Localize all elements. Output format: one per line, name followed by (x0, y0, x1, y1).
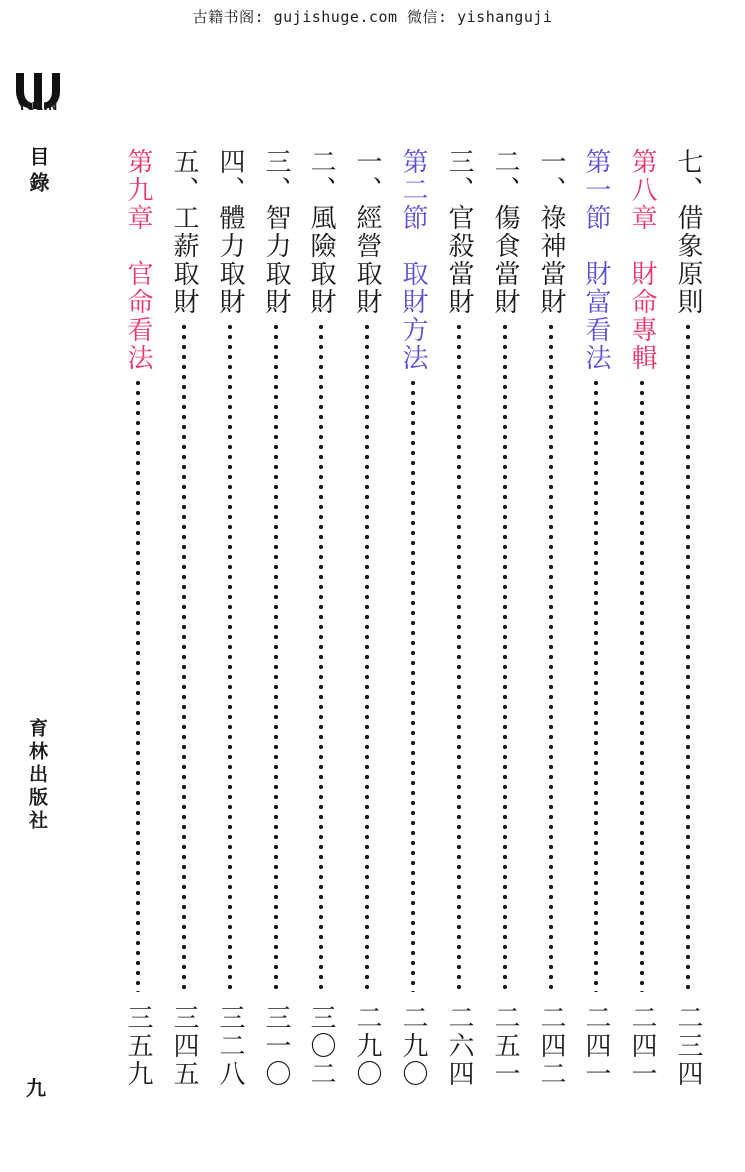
toc-entry-page: 二六四 (444, 1004, 474, 1088)
toc-leader-dots (227, 322, 233, 992)
toc-entry-page: 二四一 (581, 1004, 611, 1088)
toc-entry-title: 第八章 財命專輯 (627, 148, 657, 372)
toc-entry[interactable] (164, 0, 204, 1172)
logo-text: YULIN (18, 100, 58, 113)
toc-leader-dots (593, 378, 599, 992)
toc-entry-page: 三五九 (123, 1004, 153, 1088)
toc-entry-title: 三、官殺當財 (444, 148, 474, 316)
toc-entry[interactable] (439, 0, 479, 1172)
toc-entry[interactable] (347, 0, 387, 1172)
toc-entry-page: 三一〇 (261, 1004, 291, 1088)
toc-entry-page: 二四二 (536, 1004, 566, 1088)
toc-entry-title: 一、經營取財 (352, 148, 382, 316)
toc-entry-title: 二、風險取財 (306, 148, 336, 316)
toc-leader-dots (502, 322, 508, 992)
toc-entry[interactable] (668, 0, 708, 1172)
toc-entry-page: 三二八 (215, 1004, 245, 1088)
toc-leader-dots (456, 322, 462, 992)
publisher-name: 育林出版社 (26, 718, 48, 833)
toc-entry-title: 第一節 財富看法 (581, 148, 611, 372)
toc-entry-page: 二三四 (673, 1004, 703, 1088)
toc-entry[interactable] (485, 0, 525, 1172)
toc-leader-dots (410, 378, 416, 992)
toc-entry-title: 三、智力取財 (261, 148, 291, 316)
watermark-header: 古籍书阁: gujishuge.com 微信: yishanguji (192, 8, 553, 26)
toc-entry-title: 四、體力取財 (215, 148, 245, 316)
toc-entry[interactable] (118, 0, 158, 1172)
toc-leader-dots (364, 322, 370, 992)
toc-entry-page: 二九〇 (398, 1004, 428, 1088)
toc-entry-title: 五、工薪取財 (169, 148, 199, 316)
toc-entry[interactable] (622, 0, 662, 1172)
toc-entry[interactable] (210, 0, 250, 1172)
toc-entry-title: 二、傷食當財 (490, 148, 520, 316)
toc-entry-title: 七、借象原則 (673, 148, 703, 316)
toc-entry[interactable] (531, 0, 571, 1172)
toc-entry[interactable] (576, 0, 616, 1172)
toc-entry-page: 二五一 (490, 1004, 520, 1088)
toc-entry-title: 一、祿神當財 (536, 148, 566, 316)
toc-entry-page: 三四五 (169, 1004, 199, 1088)
page-number: 九 (26, 1076, 46, 1100)
side-label-contents: 目錄 (26, 146, 50, 198)
toc-entry-page: 二九〇 (352, 1004, 382, 1088)
toc-leader-dots (685, 322, 691, 992)
toc-entry-title: 第九章 官命看法 (123, 148, 153, 372)
toc-entry[interactable] (301, 0, 341, 1172)
toc-entry-title: 第二節 取財方法 (398, 148, 428, 372)
toc-leader-dots (135, 378, 141, 992)
toc-leader-dots (318, 322, 324, 992)
toc-entry-page: 二四一 (627, 1004, 657, 1088)
toc-leader-dots (273, 322, 279, 992)
toc-leader-dots (181, 322, 187, 992)
toc-leader-dots (639, 378, 645, 992)
toc-entry[interactable] (256, 0, 296, 1172)
toc-leader-dots (548, 322, 554, 992)
toc-entry-page: 三〇二 (306, 1004, 336, 1088)
toc-entry[interactable] (393, 0, 433, 1172)
